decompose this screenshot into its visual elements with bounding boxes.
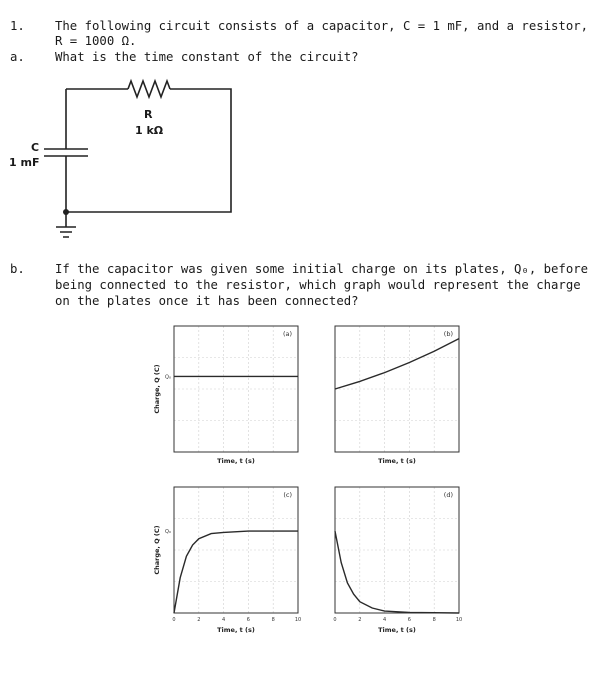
x-axis-title: Time, t (s) xyxy=(378,626,416,634)
x-tick-label: 6 xyxy=(407,617,411,623)
panel-label: (a) xyxy=(282,330,292,338)
x-tick-label: 2 xyxy=(197,617,201,623)
capacitor-value: 1 mF xyxy=(9,156,40,169)
graph-panel-0 xyxy=(153,326,298,465)
x-tick-label: 10 xyxy=(294,617,302,623)
x-tick-label: 8 xyxy=(271,617,275,623)
series-line xyxy=(335,339,459,389)
series-line xyxy=(335,531,459,613)
panel-label: (c) xyxy=(283,491,292,499)
x-tick-label: 2 xyxy=(358,617,362,623)
x-axis-title: Time, t (s) xyxy=(217,457,255,465)
part-b-line2: being connected to the resistor, which graph would represent the charge xyxy=(55,278,581,292)
part-a-text: What is the time constant of the circuit? xyxy=(55,50,359,64)
question-stem-line1: The following circuit consists of a capacitor, C = 1 mF, and a resistor, xyxy=(55,19,589,33)
graph-panel-2 xyxy=(153,487,301,634)
y-axis-title: Charge, Q (C) xyxy=(153,525,161,575)
graph-panel-3 xyxy=(333,487,462,634)
x-axis-title: Time, t (s) xyxy=(378,457,416,465)
x-tick-label: 4 xyxy=(222,617,226,623)
graph-panel-1 xyxy=(335,326,459,465)
x-tick-label: 0 xyxy=(172,617,176,623)
part-a-label: a. xyxy=(10,50,25,64)
question-stem-line2: R = 1000 Ω. xyxy=(55,34,137,48)
x-tick-label: 4 xyxy=(383,617,387,623)
capacitor-letter: C xyxy=(31,141,40,154)
q0-label: Q₀ xyxy=(165,374,171,381)
y-axis-title: Charge, Q (C) xyxy=(153,364,161,414)
q0-label: Q₀ xyxy=(165,529,171,536)
part-b-line1: If the capacitor was given some initial charge on its plates, Q₀, before xyxy=(55,262,589,276)
part-b-line3: on the plates once it has been connected? xyxy=(55,294,359,308)
question-number: 1. xyxy=(10,19,25,33)
x-tick-label: 8 xyxy=(432,617,436,623)
x-tick-label: 6 xyxy=(246,617,250,623)
panel-label: (d) xyxy=(443,491,453,499)
x-axis-title: Time, t (s) xyxy=(217,626,255,634)
x-tick-label: 10 xyxy=(455,617,463,623)
series-line xyxy=(174,531,298,613)
part-b-label: b. xyxy=(10,262,25,276)
resistor-value: 1 kΩ xyxy=(135,124,164,137)
resistor-letter: R xyxy=(144,108,153,121)
panel-label: (b) xyxy=(443,330,453,338)
x-tick-label: 0 xyxy=(333,617,337,623)
